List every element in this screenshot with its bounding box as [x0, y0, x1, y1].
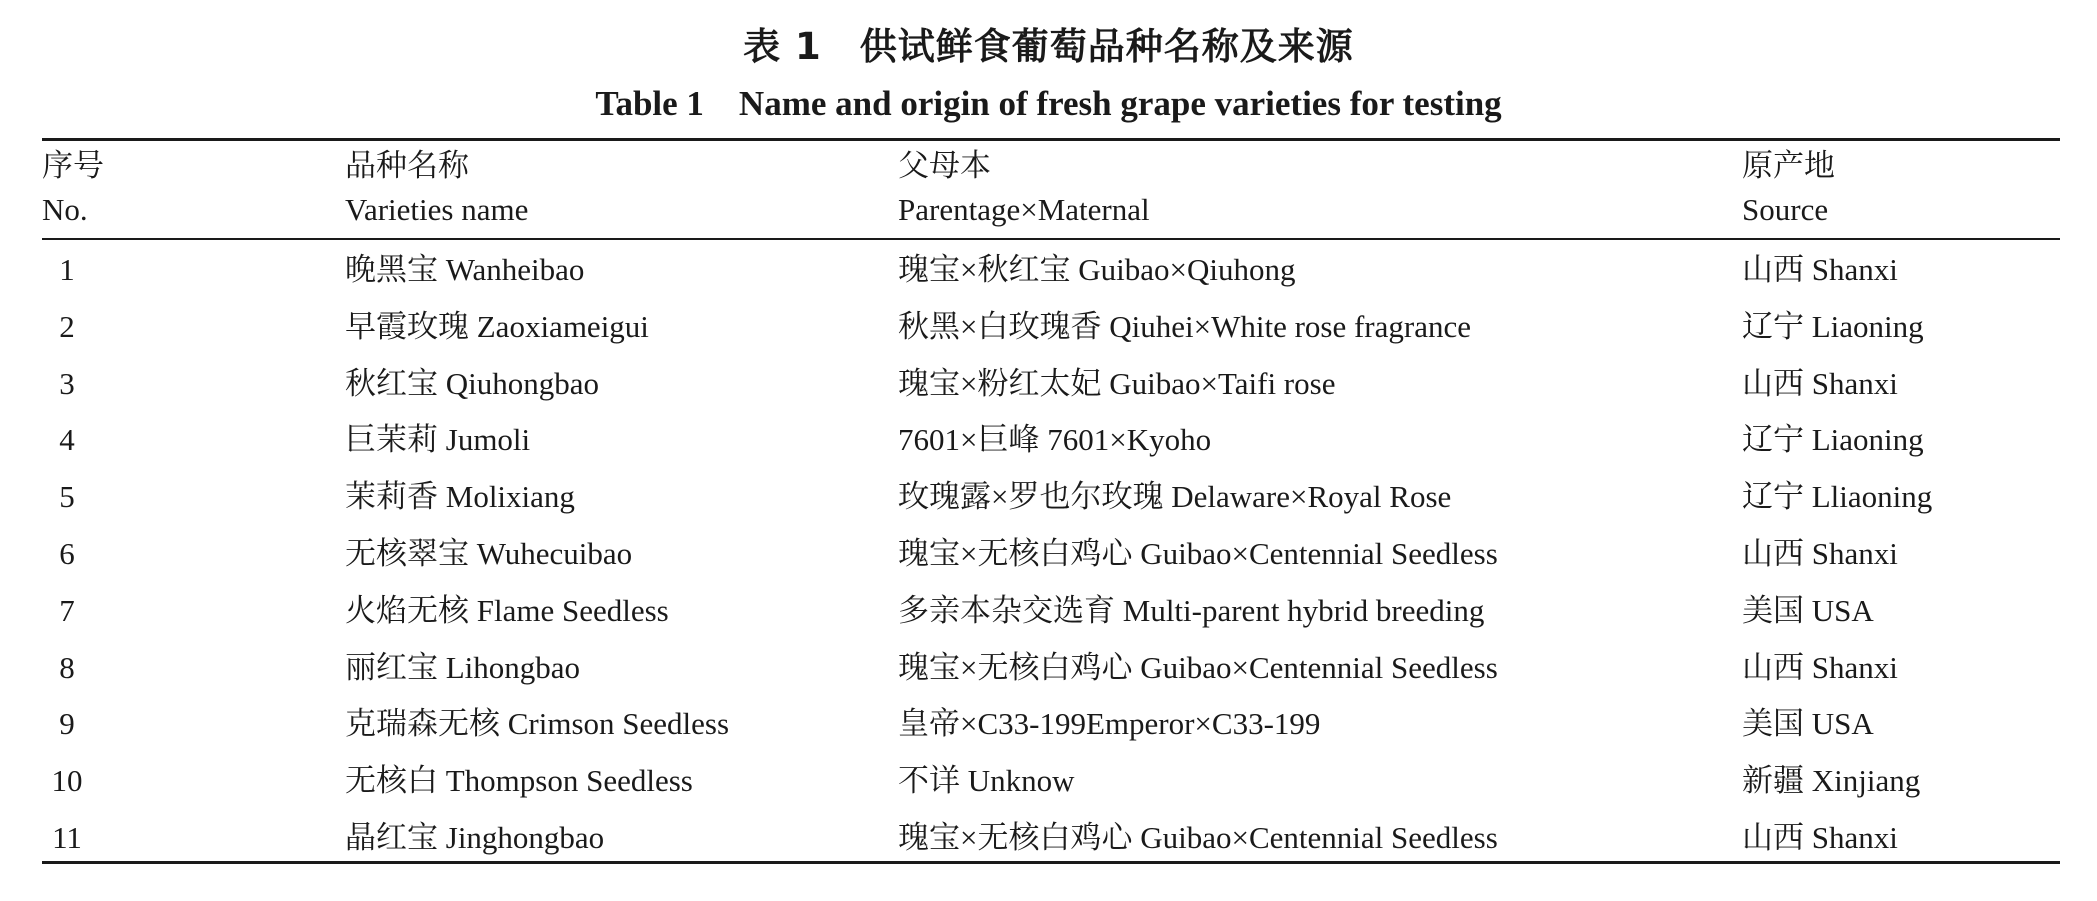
row-number: 10: [51, 763, 83, 799]
source: 山西 Shanxi: [1742, 252, 1898, 287]
parentage: 7601×巨峰 7601×Kyoho: [898, 422, 1212, 458]
header-name-zh: 品种名称: [345, 148, 469, 184]
variety-name: 秋红宝 Qiuhongbao: [345, 365, 600, 401]
table-row: [0, 643, 2097, 700]
header-name-en: Varieties name: [345, 192, 529, 227]
variety-name: 无核翠宝 Wuhecuibao: [345, 535, 633, 571]
variety-name: 早霞玫瑰 Zaoxiameigui: [345, 308, 649, 344]
table-row: [0, 756, 2097, 813]
variety-name: 晚黑宝 Wanheibao: [345, 252, 585, 287]
table-row: [0, 415, 2097, 472]
table-caption-chinese: 表 1 供试鲜食葡萄品种名称及来源: [743, 25, 1354, 68]
parentage: 瑰宝×无核白鸡心 Guibao×Centennial Seedless: [898, 535, 1498, 571]
parentage: 秋黑×白玫瑰香 Qiuhei×White rose fragrance: [898, 308, 1471, 344]
parentage: 玫瑰露×罗也尔玫瑰 Delaware×Royal Rose: [898, 479, 1452, 515]
table-row: [0, 699, 2097, 756]
table-row: [0, 302, 2097, 359]
table-caption-english: Table 1 Name and origin of fresh grape varieties for testing: [595, 84, 1502, 123]
row-number: 2: [59, 308, 75, 344]
header-no-zh: 序号: [42, 148, 104, 184]
source: 美国 USA: [1742, 706, 1874, 742]
table-row: [0, 245, 2097, 302]
header-no-en: No.: [42, 192, 88, 227]
parentage: 瑰宝×无核白鸡心 Guibao×Centennial Seedless: [898, 649, 1498, 685]
variety-name: 无核白 Thompson Seedless: [345, 763, 693, 799]
table-row: [0, 586, 2097, 643]
parentage: 瑰宝×无核白鸡心 Guibao×Centennial Seedless: [898, 819, 1498, 855]
row-number: 1: [59, 252, 75, 287]
source: 山西 Shanxi: [1742, 365, 1898, 401]
parentage: 皇帝×C33-199Emperor×C33-199: [898, 706, 1321, 742]
row-number: 11: [52, 819, 82, 855]
table-row: [0, 529, 2097, 586]
row-number: 4: [59, 422, 75, 458]
header-parentage-zh: 父母本: [898, 148, 991, 184]
parentage: 不详 Unknow: [898, 763, 1075, 799]
parentage: 多亲本杂交选育 Multi-parent hybrid breeding: [898, 592, 1485, 628]
header-source-zh: 原产地: [1742, 148, 1835, 184]
variety-name: 火焰无核 Flame Seedless: [345, 592, 669, 628]
table-row: [0, 359, 2097, 416]
row-number: 6: [59, 535, 75, 571]
row-number: 8: [59, 649, 75, 685]
variety-name: 丽红宝 Lihongbao: [345, 649, 581, 685]
table-top-rule: [42, 138, 2060, 141]
row-number: 9: [59, 706, 75, 742]
source: 辽宁 Liaoning: [1742, 308, 1924, 344]
row-number: 3: [59, 365, 75, 401]
table-bottom-rule: [42, 861, 2060, 864]
header-parentage-en: Parentage×Maternal: [898, 192, 1150, 227]
table-body: [0, 245, 2097, 870]
variety-name: 克瑞森无核 Crimson Seedless: [345, 706, 730, 742]
source: 新疆 Xinjiang: [1742, 763, 1921, 799]
source: 辽宁 Lliaoning: [1742, 479, 1933, 515]
row-number: 5: [59, 479, 75, 515]
source: 辽宁 Liaoning: [1742, 422, 1924, 458]
header-source-en: Source: [1742, 192, 1829, 227]
source: 美国 USA: [1742, 592, 1874, 628]
table-row: [0, 472, 2097, 529]
source: 山西 Shanxi: [1742, 649, 1898, 685]
table-header-rule: [42, 238, 2060, 240]
parentage: 瑰宝×秋红宝 Guibao×Qiuhong: [898, 252, 1296, 287]
parentage: 瑰宝×粉红太妃 Guibao×Taifi rose: [898, 365, 1336, 401]
source: 山西 Shanxi: [1742, 819, 1898, 855]
row-number: 7: [59, 592, 75, 628]
source: 山西 Shanxi: [1742, 535, 1898, 571]
variety-name: 茉莉香 Molixiang: [345, 479, 575, 515]
variety-name: 巨茉莉 Jumoli: [345, 422, 531, 458]
variety-name: 晶红宝 Jinghongbao: [345, 819, 605, 855]
